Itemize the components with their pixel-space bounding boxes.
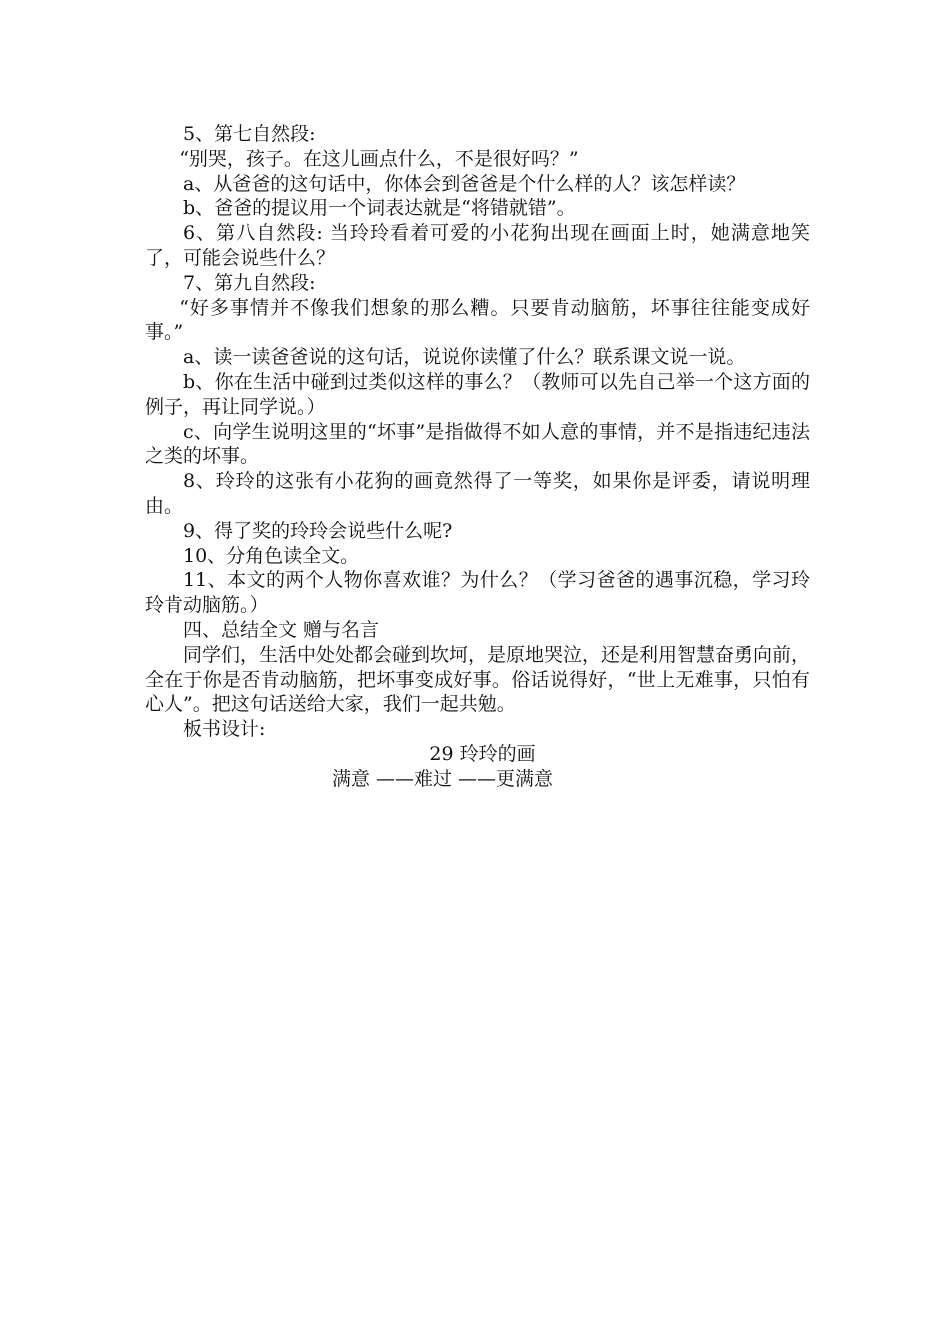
- board-title: 29 玲玲的画: [429, 742, 536, 765]
- paragraph-board-design-label: 板书设计:: [183, 718, 266, 741]
- board-design: [145, 742, 810, 792]
- paragraph-item-11: 11、本文的两个人物你喜欢谁？为什么？（学习爸爸的遇事沉稳，学习玲玲肯动脑筋。）: [145, 569, 810, 617]
- paragraph-dad-quote-1: “别哭，孩子。在这儿画点什么，不是很好吗？”: [179, 147, 579, 170]
- paragraph-item-9: 9、得了奖的玲玲会说些什么呢?: [183, 519, 453, 542]
- paragraph-question-b-2: b、你在生活中碰到过类似这样的事么？（教师可以先自己举一个这方面的例子，再让同学说。）: [145, 370, 810, 418]
- paragraph-summary: 同学们，生活中处处都会碰到坎坷，是原地哭泣，还是利用智慧奋勇向前，全在于你是否肯动脑筋，把坏事变成好事。俗话说得好，“世上无难事，只怕有心人”。把这句话送给大家，我们一起共勉。: [145, 643, 811, 716]
- paragraph-9th-section-heading: 7、第九自然段:: [183, 271, 316, 294]
- paragraph-7th-section-heading: 5、第七自然段:: [183, 123, 316, 145]
- paragraph-question-a-1: a、从爸爸的这句话中，你体会到爸爸是个什么样的人？该怎样读？: [183, 172, 746, 195]
- board-flow: 满意 ——难过 ——更满意: [331, 767, 554, 790]
- document-page: [145, 122, 810, 792]
- paragraph-section-four-heading: 四、总结全文 赠与名言: [183, 618, 380, 641]
- paragraph-8th-section: 6、第八自然段: 当玲玲看着可爱的小花狗出现在画面上时，她满意地笑了，可能会说些什么？: [145, 222, 810, 269]
- paragraph-question-c-2: c、向学生说明这里的“坏事”是指做得不如人意的事情，并不是指违纪违法之类的坏事。: [145, 420, 810, 468]
- paragraph-item-10: 10、分角色读全文。: [183, 544, 360, 567]
- paragraph-item-8: 8、玲玲的这张有小花狗的画竟然得了一等奖，如果你是评委，请说明理由。: [145, 470, 810, 517]
- paragraph-question-a-2: a、读一读爸爸说的这句话，说说你读懂了什么？联系课文说一说。: [183, 346, 746, 369]
- paragraph-question-b-1: b、爸爸的提议用一个词表达就是“将错就错”。: [183, 197, 576, 220]
- paragraph-dad-quote-2: “好多事情并不像我们想象的那么糟。只要肯动脑筋，坏事往往能变成好事。”: [145, 296, 810, 344]
